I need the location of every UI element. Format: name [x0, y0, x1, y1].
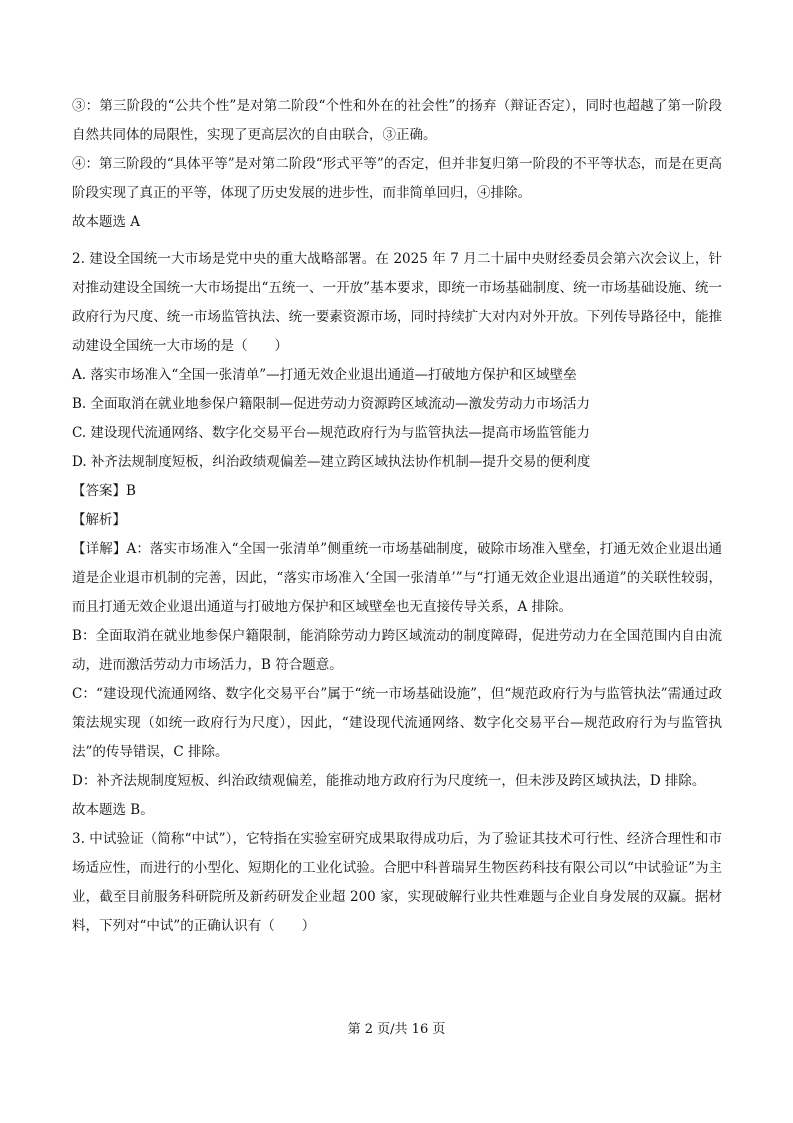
detail-option-b: B：全面取消在就业地参保户籍限制，能消除劳动力跨区域流动的制度障碍，促进劳动力在全国范围内自由流动，进而激活劳动力市场活力，B 符合题意。 [72, 628, 722, 673]
answer-label: 【答案】B [72, 483, 136, 499]
document-body [72, 92, 722, 941]
question-2-option-b: B. 全面取消在就业地参保户籍限制—促进劳动力资源跨区域流动—激发劳动力市场活力 [72, 396, 591, 412]
question-2-option-c: C. 建设现代流通网络、数字化交易平台—规范政府行为与监管执法—提高市场监管能力 [72, 425, 590, 441]
question-2-option-d: D. 补齐法规制度短板，纠治政绩观偏差—建立跨区域执法协作机制—提升交易的便利度 [72, 454, 591, 470]
detail-option-a: 【详解】A：落实市场准入“全国一张清单”侧重统一市场基础制度，破除市场准入壁垒，打通无效企业退出通道是企业退市机制的完善，因此，“落实市场准入‘全国一张清单’”与“打通无效企业退出通道”的关联性较弱，而且打通无效企业退出通道与打破地方保护和区域壁垒也无直接传导关系，A 排除。 [72, 541, 722, 615]
detail-option-d: D：补齐法规制度短板、纠治政绩观偏差，能推动地方政府行为尺度统一，但未涉及跨区域执法，D 排除。 [72, 773, 706, 789]
question-2-stem: 2. 建设全国统一大市场是党中央的重大战略部署。在 2025 年 7 月二十届中央财经委员会第六次会议上，针对推动建设全国统一大市场提出“五统一、一开放”基本要求，即统一市场基础制度、统一市场基础设施、统一政府行为尺度、统一市场监管执法、统一要素资源市场，同时持续扩大对内对外开放。下列传导路径中，能推动建设全国统一大市场的是（ ） [72, 251, 722, 354]
q1-conclusion: 故本题选 A [72, 214, 141, 230]
spacer [72, 237, 722, 245]
question-3-stem: 3. 中试验证（简称“中试”），它特指在实验室研究成果取得成功后，为了验证其技术可行性、经济合理性和市场适应性，而进行的小型化、短期化的工业化试验。合肥中科普瑞昇生物医药科技有限公司以“中试验证”为主业，截至目前服务科研院所及新药研发企业超 200 家，实现破解行业共性难题与企业自身发展的双赢。据材料，下列对“中试”的正确认识有（ ） [72, 831, 722, 934]
paragraph-option-3-explanation: ③：第三阶段的“公共个性”是对第二阶段“个性和外在的社会性”的扬弃（辩证否定），同时也超越了第一阶段自然共同体的局限性，实现了更高层次的自由联合，③正确。 [72, 98, 722, 143]
q2-conclusion: 故本题选 B。 [72, 802, 154, 818]
paragraph-option-4-explanation: ④：第三阶段的“具体平等”是对第二阶段“形式平等”的否定，但并非复归第一阶段的不平等状态，而是在更高阶段实现了真正的平等，体现了历史发展的进步性，而非简单回归，④排除。 [72, 156, 722, 201]
page-footer: 第 2 页/共 16 页 [347, 1022, 446, 1037]
question-2-option-a: A. 落实市场准入“全国一张清单”—打通无效企业退出通道—打破地方保护和区域壁垒 [72, 367, 577, 383]
analysis-label: 【解析】 [72, 512, 126, 528]
detail-option-c: C：“建设现代流通网络、数字化交易平台”属于“统一市场基础设施”，但“规范政府行为与监管执法”需通过政策法规实现（如统一政府行为尺度），因此，“建设现代流通网络、数字化交易平台—规范政府行为与监管执法”的传导错误，C 排除。 [72, 686, 722, 760]
